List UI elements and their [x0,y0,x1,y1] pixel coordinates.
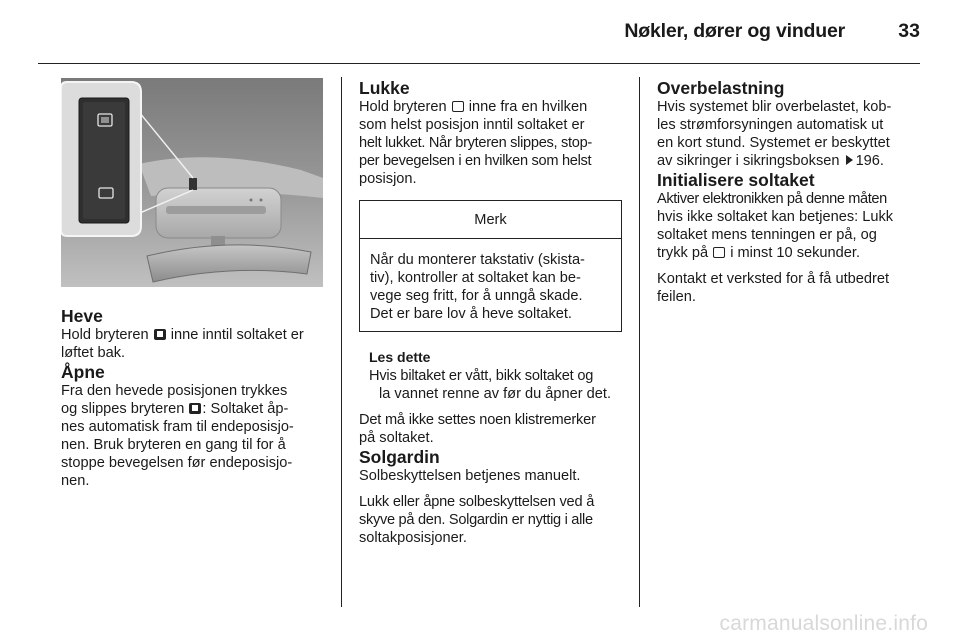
overbelastning-text [657,98,927,170]
section-heading-apne: Åpne [61,362,105,382]
apne-text [61,382,333,490]
solgardin-text-2 [359,493,622,547]
text-fragment: posisjon. [359,171,417,187]
text-fragment: som helst posisjon inntil soltaket er [359,117,585,133]
watermark: carmanualsonline.info [719,612,928,635]
sunroof-close-icon [713,247,725,258]
text-fragment: skyve på den. Solgardin er nyttig i alle [359,512,593,528]
section-heading-solgardin: Solgardin [359,447,440,467]
section-heading-overbelastning: Overbelastning [657,78,785,98]
solgardin-text-1: Solbeskyttelsen betjenes manuelt. [359,468,581,484]
text-fragment: helt lukket. Når bryteren slippes, stop- [359,135,592,151]
column-2 [359,78,622,547]
caution-block [359,348,622,403]
text-fragment: Hold bryteren [61,327,149,343]
heve-text [61,326,333,362]
sunroof-switch-photo [61,78,323,287]
text-fragment: Hvis systemet blir overbelastet, kob- [657,99,892,115]
text-fragment: en kort stund. Systemet er beskyttet [657,135,890,151]
text-fragment: nes automatisk fram til endeposisjo- [61,419,294,435]
text-fragment: Hvis biltaket er vått, bikk soltaket og [369,368,594,384]
text-fragment: inne inntil soltaket er [170,327,304,343]
note-box [359,200,622,332]
text-fragment: trykk på [657,245,709,261]
caution-title: Les dette [369,349,431,365]
section-heading-initialisere: Initialisere soltaket [657,170,815,190]
text-fragment: inne fra en hvilken [468,99,588,115]
text-fragment: Lukk eller åpne solbeskyttelsen ved å [359,494,595,510]
page-reference-arrow-icon [846,155,853,165]
text-fragment: nen. Bruk bryteren en gang til for å [61,437,286,453]
initialisere-text [657,190,927,262]
column-divider-2 [639,77,640,607]
text-fragment: tiv), kontroller at soltaket kan be- [370,270,581,286]
sunroof-close-icon [452,101,464,112]
text-fragment: og slippes bryteren [61,401,185,417]
text-fragment: i minst 10 sekunder. [730,245,861,261]
lukke-text [359,98,622,188]
text-fragment: la vannet renne av før du åpner det. [379,386,612,402]
text-fragment: Det må ikke settes noen klistremerker [359,412,596,428]
page-reference: 196. [855,153,884,169]
sunroof-tilt-icon [154,329,166,340]
text-fragment: soltakposisjoner. [359,530,467,546]
text-fragment: Når du monterer takstativ (skista- [370,252,585,268]
text-fragment: Kontakt et verksted for å få utbedret [657,271,890,287]
header-rule [38,63,920,64]
text-fragment: per bevegelsen i en hvilken som helst [359,153,592,169]
kontakt-text [657,270,927,306]
column-1 [61,306,333,490]
sunroof-tilt-icon [189,403,201,414]
note-box-title: Merk [360,201,621,239]
text-fragment: les strømforsyningen automatisk ut [657,117,884,133]
text-fragment: : Soltaket åp- [202,401,289,417]
note-box-body [360,239,621,331]
text-fragment: nen. [61,473,90,489]
text-fragment: soltaket mens tenningen er på, og [657,227,877,243]
text-fragment: Det er bare lov å heve soltaket. [370,306,572,322]
text-fragment: Aktiver elektronikken på denne måten [657,191,887,207]
text-fragment: hvis ikke soltaket kan betjenes: Lukk [657,209,894,225]
text-fragment: Fra den hevede posisjonen trykkes [61,383,288,399]
text-fragment: Hold bryteren [359,99,447,115]
column-3 [657,78,927,306]
text-fragment: av sikringer i sikringsboksen [657,153,840,169]
text-fragment: vege seg fritt, for å unngå skade. [370,288,583,304]
column-divider-1 [341,77,342,607]
page-header-title: Nøkler, dører og vinduer [624,20,845,42]
section-heading-heve: Heve [61,306,103,326]
text-fragment: feilen. [657,289,696,305]
page-number: 33 [898,20,920,42]
stickers-text [359,411,622,447]
text-fragment: på soltaket. [359,430,434,446]
text-fragment: løftet bak. [61,345,126,361]
section-heading-lukke: Lukke [359,78,410,98]
text-fragment: stoppe bevegelsen før endeposisjo- [61,455,293,471]
